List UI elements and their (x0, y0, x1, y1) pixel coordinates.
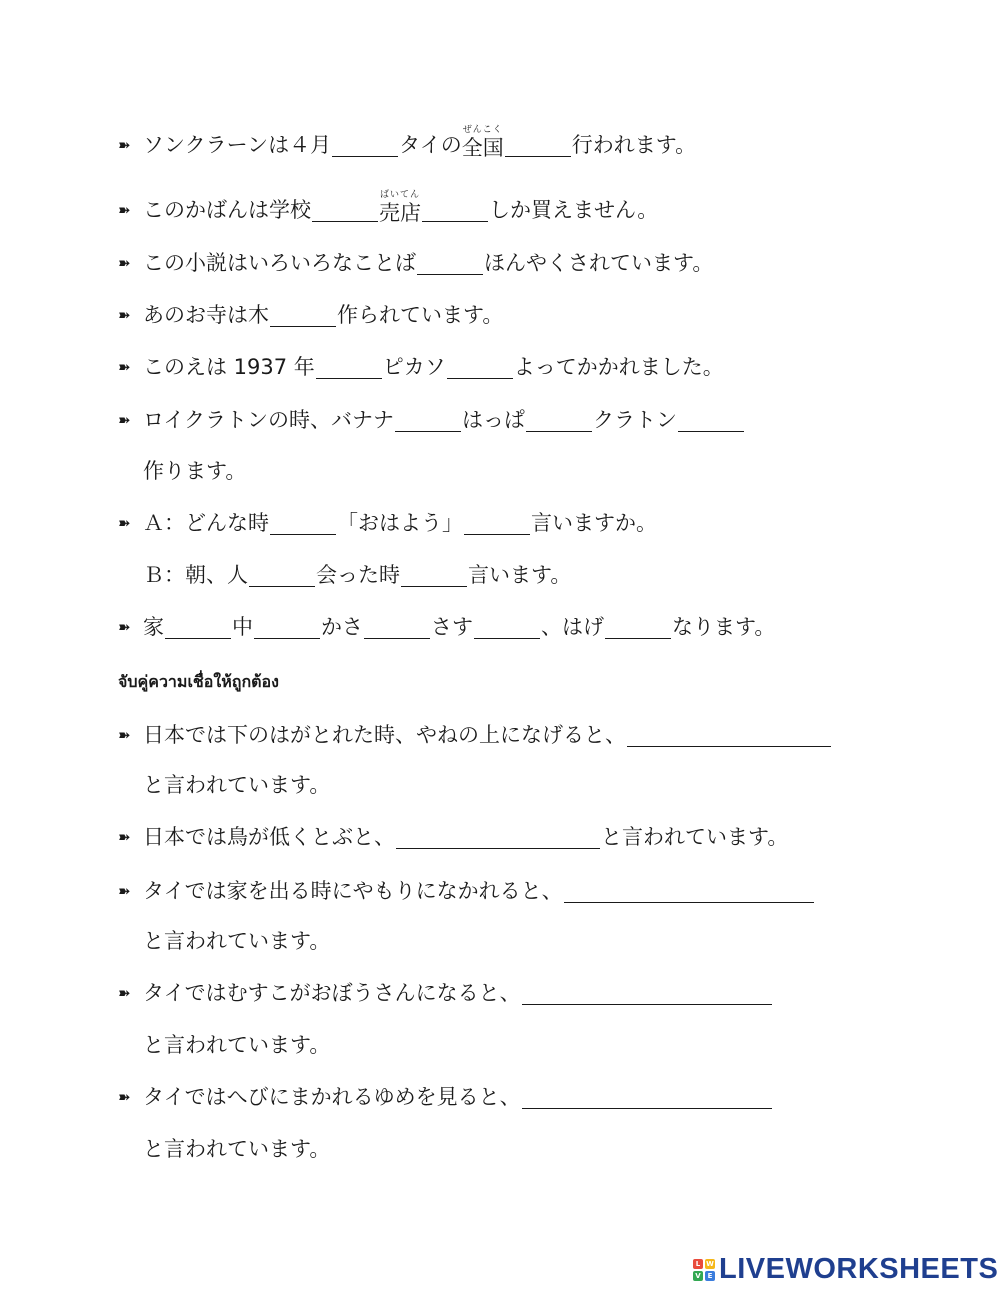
m3-blank[interactable] (564, 880, 814, 903)
q7-text-c: 言いますか。 (531, 511, 657, 535)
q5-text-a: このえは 1937 年 (143, 355, 315, 379)
logo-block-l: L (693, 1259, 703, 1269)
logo-text: LIVEWORKSHEETS (719, 1253, 999, 1285)
matching-3-continued (143, 926, 330, 956)
m1-text-a: 日本では下のはがとれた時、やねの上になげると、 (143, 723, 626, 747)
bullet-arrow-icon: ➽ (118, 618, 127, 636)
question-7-b (143, 560, 571, 590)
question-8 (118, 612, 775, 642)
m5-text-cont: と言われています。 (143, 1137, 331, 1161)
question-5 (118, 352, 724, 382)
q7-text-a: Ａ：どんな時 (143, 511, 269, 535)
q2-ruby (379, 190, 421, 225)
bullet-arrow-icon: ➽ (118, 1088, 127, 1106)
q1-text-b: タイの (399, 133, 462, 157)
q2-ruby-base: 売店 (379, 201, 421, 225)
q2-blank-1[interactable] (312, 199, 378, 222)
m1-text-cont: と言われています。 (143, 773, 331, 797)
q1-ruby-base: 全国 (461, 136, 504, 160)
q3-text-a: この小説はいろいろなことば (143, 251, 416, 275)
logo-block-v: V (693, 1271, 703, 1281)
q5-blank-1[interactable] (316, 356, 382, 379)
q7-blank-3[interactable] (249, 564, 315, 587)
matching-4-continued (143, 1030, 330, 1060)
q1-furigana: ぜんこく (462, 125, 503, 135)
q6-blank-3[interactable] (678, 409, 744, 432)
logo-block-e: E (705, 1271, 715, 1281)
q8-text-d: さす (431, 615, 473, 639)
m3-text-a: タイでは家を出る時にやもりになかれると、 (143, 879, 563, 903)
q6-text-a: ロイクラトンの時、バナナ (143, 408, 394, 432)
q6-blank-1[interactable] (395, 409, 461, 432)
q8-blank-3[interactable] (364, 616, 430, 639)
m5-blank[interactable] (522, 1086, 772, 1109)
question-1 (118, 125, 696, 160)
m2-blank[interactable] (396, 826, 600, 849)
q2-text-a: このかばんは学校 (143, 198, 311, 222)
matching-5 (118, 1082, 773, 1112)
m1-blank[interactable] (627, 724, 831, 747)
q4-text-a: あのお寺は木 (143, 303, 269, 327)
matching-3 (118, 876, 815, 906)
m3-text-cont: と言われています。 (143, 929, 331, 953)
matching-1-continued (143, 770, 330, 800)
bullet-arrow-icon: ➽ (118, 358, 127, 376)
m2-text-a: 日本では鳥が低くとぶと、 (143, 825, 395, 849)
matching-4 (118, 978, 773, 1008)
bullet-arrow-icon: ➽ (118, 514, 127, 532)
matching-1 (118, 720, 832, 750)
logo-blocks-icon (693, 1259, 715, 1281)
bullet-arrow-icon: ➽ (118, 828, 127, 846)
m4-blank[interactable] (522, 982, 772, 1005)
question-2 (118, 190, 658, 225)
q7-blank-1[interactable] (270, 512, 336, 535)
q3-text-b: ほんやくされています。 (484, 251, 714, 275)
q4-blank-1[interactable] (270, 304, 336, 327)
q8-blank-2[interactable] (254, 616, 320, 639)
q5-text-b: ピカソ (382, 355, 446, 379)
q8-text-c: かさ (321, 615, 363, 639)
q7-text-b: 「おはよう」 (337, 511, 463, 535)
q8-text-a: 家 (143, 615, 164, 639)
q4-text-b: 作られています。 (337, 303, 504, 327)
liveworksheets-logo[interactable] (693, 1253, 998, 1286)
question-6 (118, 405, 745, 435)
section-heading: จับคู่ความเชื่อให้ถูกต้อง (118, 672, 279, 691)
q8-blank-5[interactable] (605, 616, 671, 639)
bullet-arrow-icon: ➽ (118, 411, 127, 429)
q1-blank-1[interactable] (332, 134, 398, 157)
bullet-arrow-icon: ➽ (118, 201, 127, 219)
bullet-arrow-icon: ➽ (118, 136, 127, 154)
m4-text-a: タイではむすこがおぼうさんになると、 (143, 981, 521, 1005)
q8-text-b: 中 (232, 615, 253, 639)
q1-text-a: ソンクラーンは４月 (143, 133, 332, 157)
q2-text-b: しか買えません。 (489, 198, 659, 222)
q1-ruby (462, 125, 504, 160)
q8-blank-1[interactable] (165, 616, 231, 639)
bullet-arrow-icon: ➽ (118, 254, 127, 272)
bullet-arrow-icon: ➽ (118, 306, 127, 324)
question-4 (118, 300, 503, 330)
q7-text-e: 会った時 (316, 563, 400, 587)
question-6-continued (143, 456, 246, 486)
matching-5-continued (143, 1134, 330, 1164)
matching-2 (118, 822, 788, 852)
q7-text-f: 言います。 (468, 563, 572, 587)
q7-text-d: Ｂ：朝、人 (143, 563, 248, 587)
q8-blank-4[interactable] (474, 616, 540, 639)
m4-text-cont: と言われています。 (143, 1033, 331, 1057)
bullet-arrow-icon: ➽ (118, 882, 127, 900)
q6-blank-2[interactable] (526, 409, 592, 432)
q7-blank-2[interactable] (464, 512, 530, 535)
q7-blank-4[interactable] (401, 564, 467, 587)
q1-text-c: 行われます。 (571, 133, 697, 157)
q2-furigana: ばいてん (379, 190, 420, 200)
q1-blank-2[interactable] (505, 134, 571, 157)
question-7-a (118, 508, 657, 538)
bullet-arrow-icon: ➽ (118, 984, 127, 1002)
q8-text-f: なります。 (672, 615, 776, 639)
q6-text-b: はっぱ (461, 408, 525, 432)
q6-text-c: クラトン (592, 408, 677, 432)
q5-text-c: よってかかれました。 (513, 355, 724, 379)
q3-blank-1[interactable] (417, 252, 483, 275)
logo-block-w: W (706, 1259, 714, 1268)
q6-text-cont: 作ります。 (143, 459, 247, 483)
q2-blank-2[interactable] (422, 199, 488, 222)
question-3 (118, 248, 713, 278)
q8-text-e: 、はげ (541, 615, 604, 639)
m5-text-a: タイではへびにまかれるゆめを見ると、 (143, 1085, 521, 1109)
m2-text-b: と言われています。 (601, 825, 789, 849)
bullet-arrow-icon: ➽ (118, 726, 127, 744)
q5-blank-2[interactable] (447, 356, 513, 379)
